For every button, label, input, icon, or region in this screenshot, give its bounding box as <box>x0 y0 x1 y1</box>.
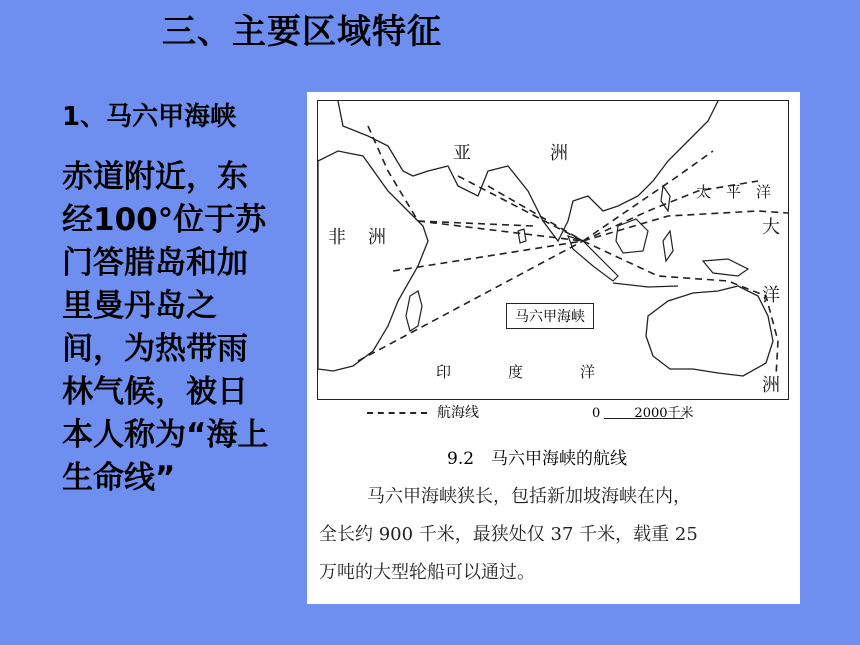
desc-line-2: 全长约 900 千米，最狭处仅 37 千米，载重 25 <box>319 524 698 545</box>
label-indian-3: 洋 <box>580 363 596 381</box>
desc-line-3: 万吨的大型轮船可以通过。 <box>319 562 535 583</box>
label-oceania: 洲 <box>762 375 780 396</box>
shipping-route-map <box>317 100 789 400</box>
scale-value: 2000千米 <box>634 406 694 421</box>
label-africa-1: 非 <box>328 227 346 248</box>
scale-line <box>604 418 684 419</box>
label-pacific-3: 洋 <box>756 183 772 201</box>
map-legend <box>367 402 479 422</box>
map-figure <box>307 92 800 604</box>
label-pacific-4: 大 <box>762 217 780 238</box>
legend-label: 航海线 <box>437 405 479 421</box>
strait-label: 马六甲海峡 <box>506 303 594 329</box>
label-pacific-2: 平 <box>726 183 742 201</box>
figure-description <box>319 478 791 592</box>
legend-dash-line <box>367 412 427 414</box>
label-asia-1: 亚 <box>453 143 471 164</box>
slide-title: 三、主要区域特征 <box>162 12 442 52</box>
label-indian-1: 印 <box>436 363 452 381</box>
scale-zero: 0 <box>592 406 601 421</box>
label-asia-2: 洲 <box>550 143 568 164</box>
desc-line-1: 马六甲海峡狭长，包括新加坡海峡在内， <box>367 486 691 507</box>
label-indian-2: 度 <box>508 363 524 381</box>
label-pacific-5: 洋 <box>762 285 780 306</box>
label-pacific-1: 太 <box>696 183 712 201</box>
label-africa-2: 洲 <box>368 227 386 248</box>
section-heading: 1、马六甲海峡 <box>62 102 237 132</box>
scale-bar <box>592 402 694 421</box>
body-paragraph: 赤道附近，东经100°位于苏门答腊岛和加里曼丹岛之间，为热带雨林气候，被日本人称为“海上生命线” <box>62 159 269 496</box>
figure-caption: 9.2 马六甲海峡的航线 <box>447 449 628 469</box>
